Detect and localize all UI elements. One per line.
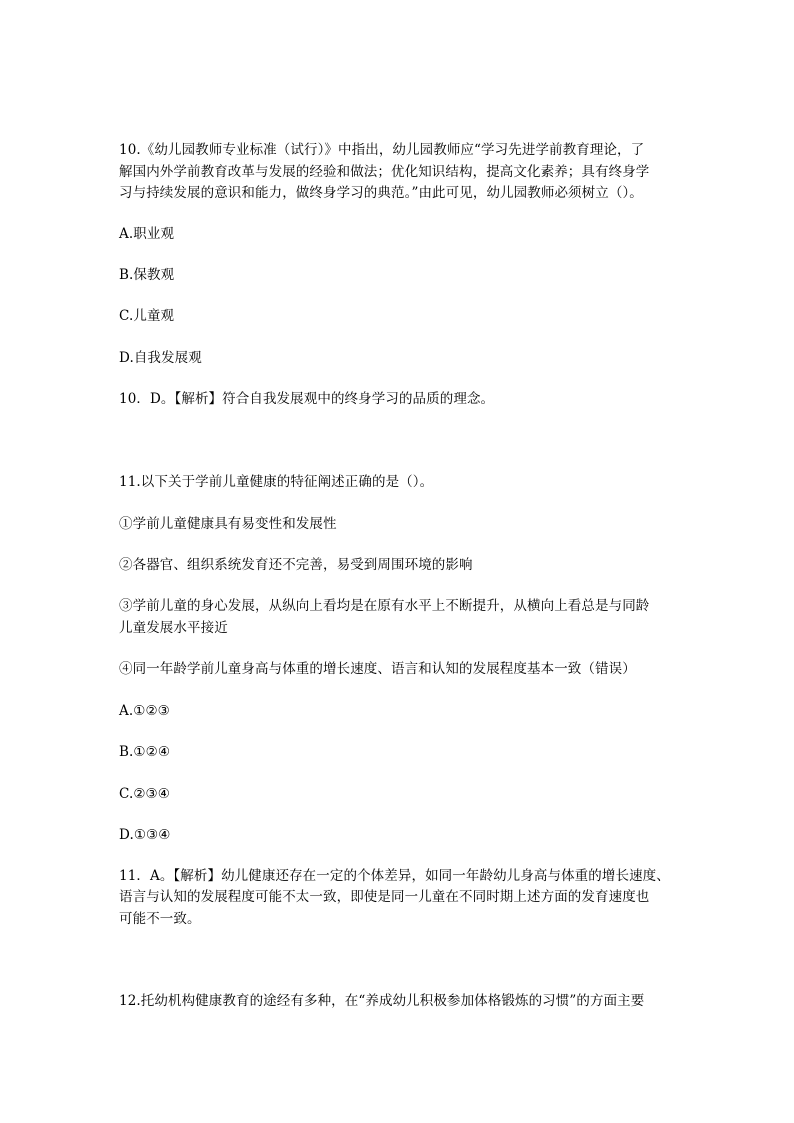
question-11-answer-line-3: 可能不一致。: [119, 911, 201, 927]
question-11-stem: 11.以下关于学前儿童健康的特征阐述正确的是（）。: [119, 474, 434, 490]
question-10-stem-line-1: 10.《幼儿园教师专业标准（试行）》中指出，幼儿园教师应“学习先进学前教育理论，了: [119, 142, 645, 158]
question-10-option-c: C.儿童观: [119, 308, 175, 324]
question-12-stem: 12.托幼机构健康教育的途经有多种，在“养成幼儿积极参加体格锻炼的习惯”的方面主要: [119, 993, 645, 1009]
question-10-stem-line-2: 解国内外学前教育改革与发展的经验和做法；优化知识结构，提高文化素养；具有终身学: [119, 164, 650, 180]
question-10-option-d: D.自我发展观: [119, 350, 202, 366]
question-11-statement-4: ④同一年龄学前儿童身高与体重的增长速度、语言和认知的发展程度基本一致（错误）: [119, 661, 636, 677]
question-10-answer: 10．D。【解析】符合自我发展观中的终身学习的品质的理念。: [119, 391, 495, 407]
question-11-option-a: A.①②③: [119, 703, 170, 719]
question-11-option-b: B.①②④: [119, 744, 171, 760]
question-10-stem-line-3: 习与持续发展的意识和能力，做终身学习的典范。”由此可见，幼儿园教师必须树立（）。: [119, 185, 643, 201]
question-11-statement-3-line-1: ③学前儿童的身心发展，从纵向上看均是在原有水平上不断提升，从横向上看总是与同龄: [119, 598, 650, 614]
question-11-option-c: C.②③④: [119, 786, 170, 802]
question-11-statement-2: ②各器官、组织系统发育还不完善，易受到周围环境的影响: [119, 557, 473, 573]
question-11-option-d: D.①③④: [119, 827, 171, 843]
question-11-statement-1: ①学前儿童健康具有易变性和发展性: [119, 516, 337, 532]
question-10-option-b: B.保教观: [119, 267, 175, 283]
question-11-answer-line-1: 11．A。【解析】幼儿健康还存在一定的个体差异，如同一年龄幼儿身高与体重的增长速度、: [119, 868, 670, 884]
question-11-statement-3-line-2: 儿童发展水平接近: [119, 620, 228, 636]
question-11-answer-line-2: 语言与认知的发展程度可能不太一致，即使是同一儿童在不同时期上述方面的发育速度也: [119, 889, 650, 905]
question-10-option-a: A.职业观: [119, 226, 175, 242]
